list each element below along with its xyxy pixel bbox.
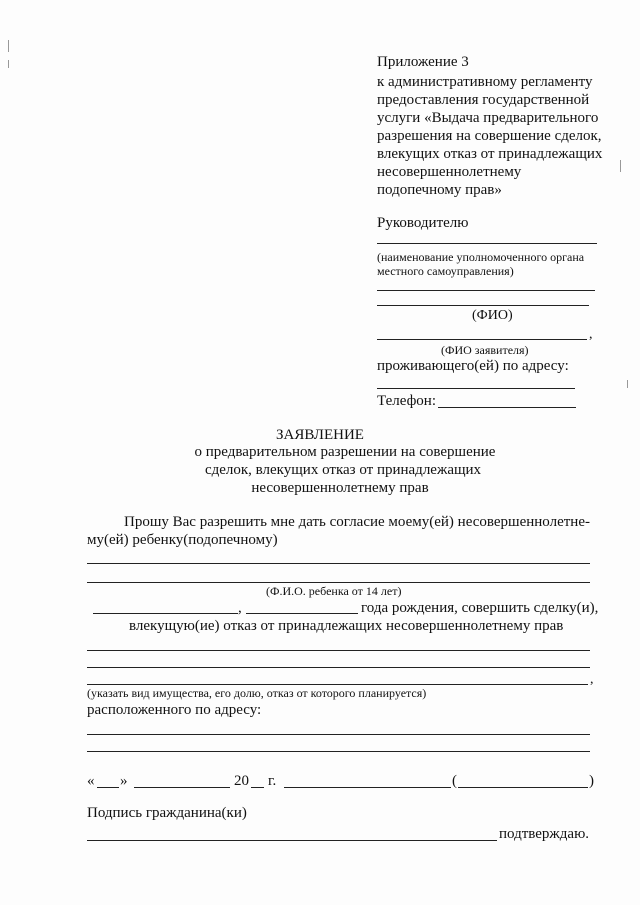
statement-subtitle: сделок, влекущих отказ от принадлежащих [204, 462, 482, 478]
confirm-text: подтверждаю. [499, 826, 590, 842]
paren-close: ) [589, 773, 594, 789]
scan-mark [620, 160, 621, 172]
child-fio-line[interactable] [87, 582, 590, 583]
statement-subtitle: о предварительном разрешении на совершение [194, 444, 496, 460]
appendix-line: предоставления государственной [377, 92, 590, 108]
birth-year-text: года рождения, совершить сделку(и), [361, 600, 599, 616]
appendix-line: разрешения на совершение сделок, [377, 128, 602, 144]
comma: , [589, 327, 593, 342]
authority-name-line[interactable] [377, 243, 597, 244]
day-line[interactable] [97, 787, 119, 788]
appendix-line: несовершеннолетнему [377, 164, 522, 180]
residence-label: проживающего(ей) по адресу: [377, 358, 569, 374]
scan-mark [8, 40, 9, 52]
phone-label: Телефон: [377, 393, 436, 409]
authority-caption: местного самоуправления) [377, 264, 514, 278]
birth-date-line[interactable] [93, 613, 238, 614]
applicant-fio-line[interactable] [377, 339, 587, 340]
close-quote: » [120, 773, 128, 789]
location-label: расположенного по адресу: [87, 702, 262, 718]
comma: , [590, 672, 594, 687]
appendix-line: к административному регламенту [377, 74, 593, 90]
scan-mark [8, 60, 9, 68]
signature-line[interactable] [284, 787, 451, 788]
head-fio-line[interactable] [377, 305, 589, 306]
scan-mark [627, 380, 628, 388]
year-suffix: г. [268, 773, 277, 789]
location-line[interactable] [87, 734, 590, 735]
request-text: Прошу Вас разрешить мне дать согласие моему(ей) несовершеннолетне- [124, 514, 590, 530]
property-line[interactable] [87, 684, 588, 685]
year-line[interactable] [251, 787, 264, 788]
consequence-text: влекущую(ие) отказ от принадлежащих несовершеннолетнему прав [129, 618, 564, 634]
signature-label: Подпись гражданина(ки) [87, 805, 247, 821]
comma: , [238, 600, 242, 616]
authority-caption: (наименование уполномоченного органа [377, 250, 585, 264]
appendix-line: услуги «Выдача предварительного [377, 110, 599, 126]
phone-line[interactable] [438, 407, 576, 408]
statement-subtitle: несовершеннолетнему прав [251, 480, 429, 496]
open-quote: « [87, 773, 95, 789]
applicant-caption: (ФИО заявителя) [441, 343, 529, 357]
month-line[interactable] [134, 787, 230, 788]
statement-title: ЗАЯВЛЕНИЕ [276, 427, 364, 443]
signature-decode-line[interactable] [458, 787, 588, 788]
authority-name-line[interactable] [377, 290, 595, 291]
child-fio-line[interactable] [87, 563, 590, 564]
appendix-line: подопечному прав» [377, 182, 502, 198]
property-line[interactable] [87, 667, 590, 668]
confirm-line[interactable] [87, 840, 497, 841]
appendix-title: Приложение 3 [377, 54, 469, 70]
birth-year-line[interactable] [246, 613, 358, 614]
property-line[interactable] [87, 650, 590, 651]
address-line[interactable] [377, 388, 575, 389]
request-text: му(ей) ребенку(подопечному) [87, 532, 278, 548]
paren-open: ( [452, 773, 457, 789]
property-caption: (указать вид имущества, его долю, отказ от которого планируется) [87, 686, 427, 700]
appendix-line: влекущих отказ от принадлежащих [377, 146, 603, 162]
to-label: Руководителю [377, 215, 469, 231]
child-caption: (Ф.И.О. ребенка от 14 лет) [266, 584, 402, 598]
fio-caption: (ФИО) [472, 308, 513, 323]
year-prefix: 20 [234, 773, 249, 789]
location-line[interactable] [87, 751, 590, 752]
